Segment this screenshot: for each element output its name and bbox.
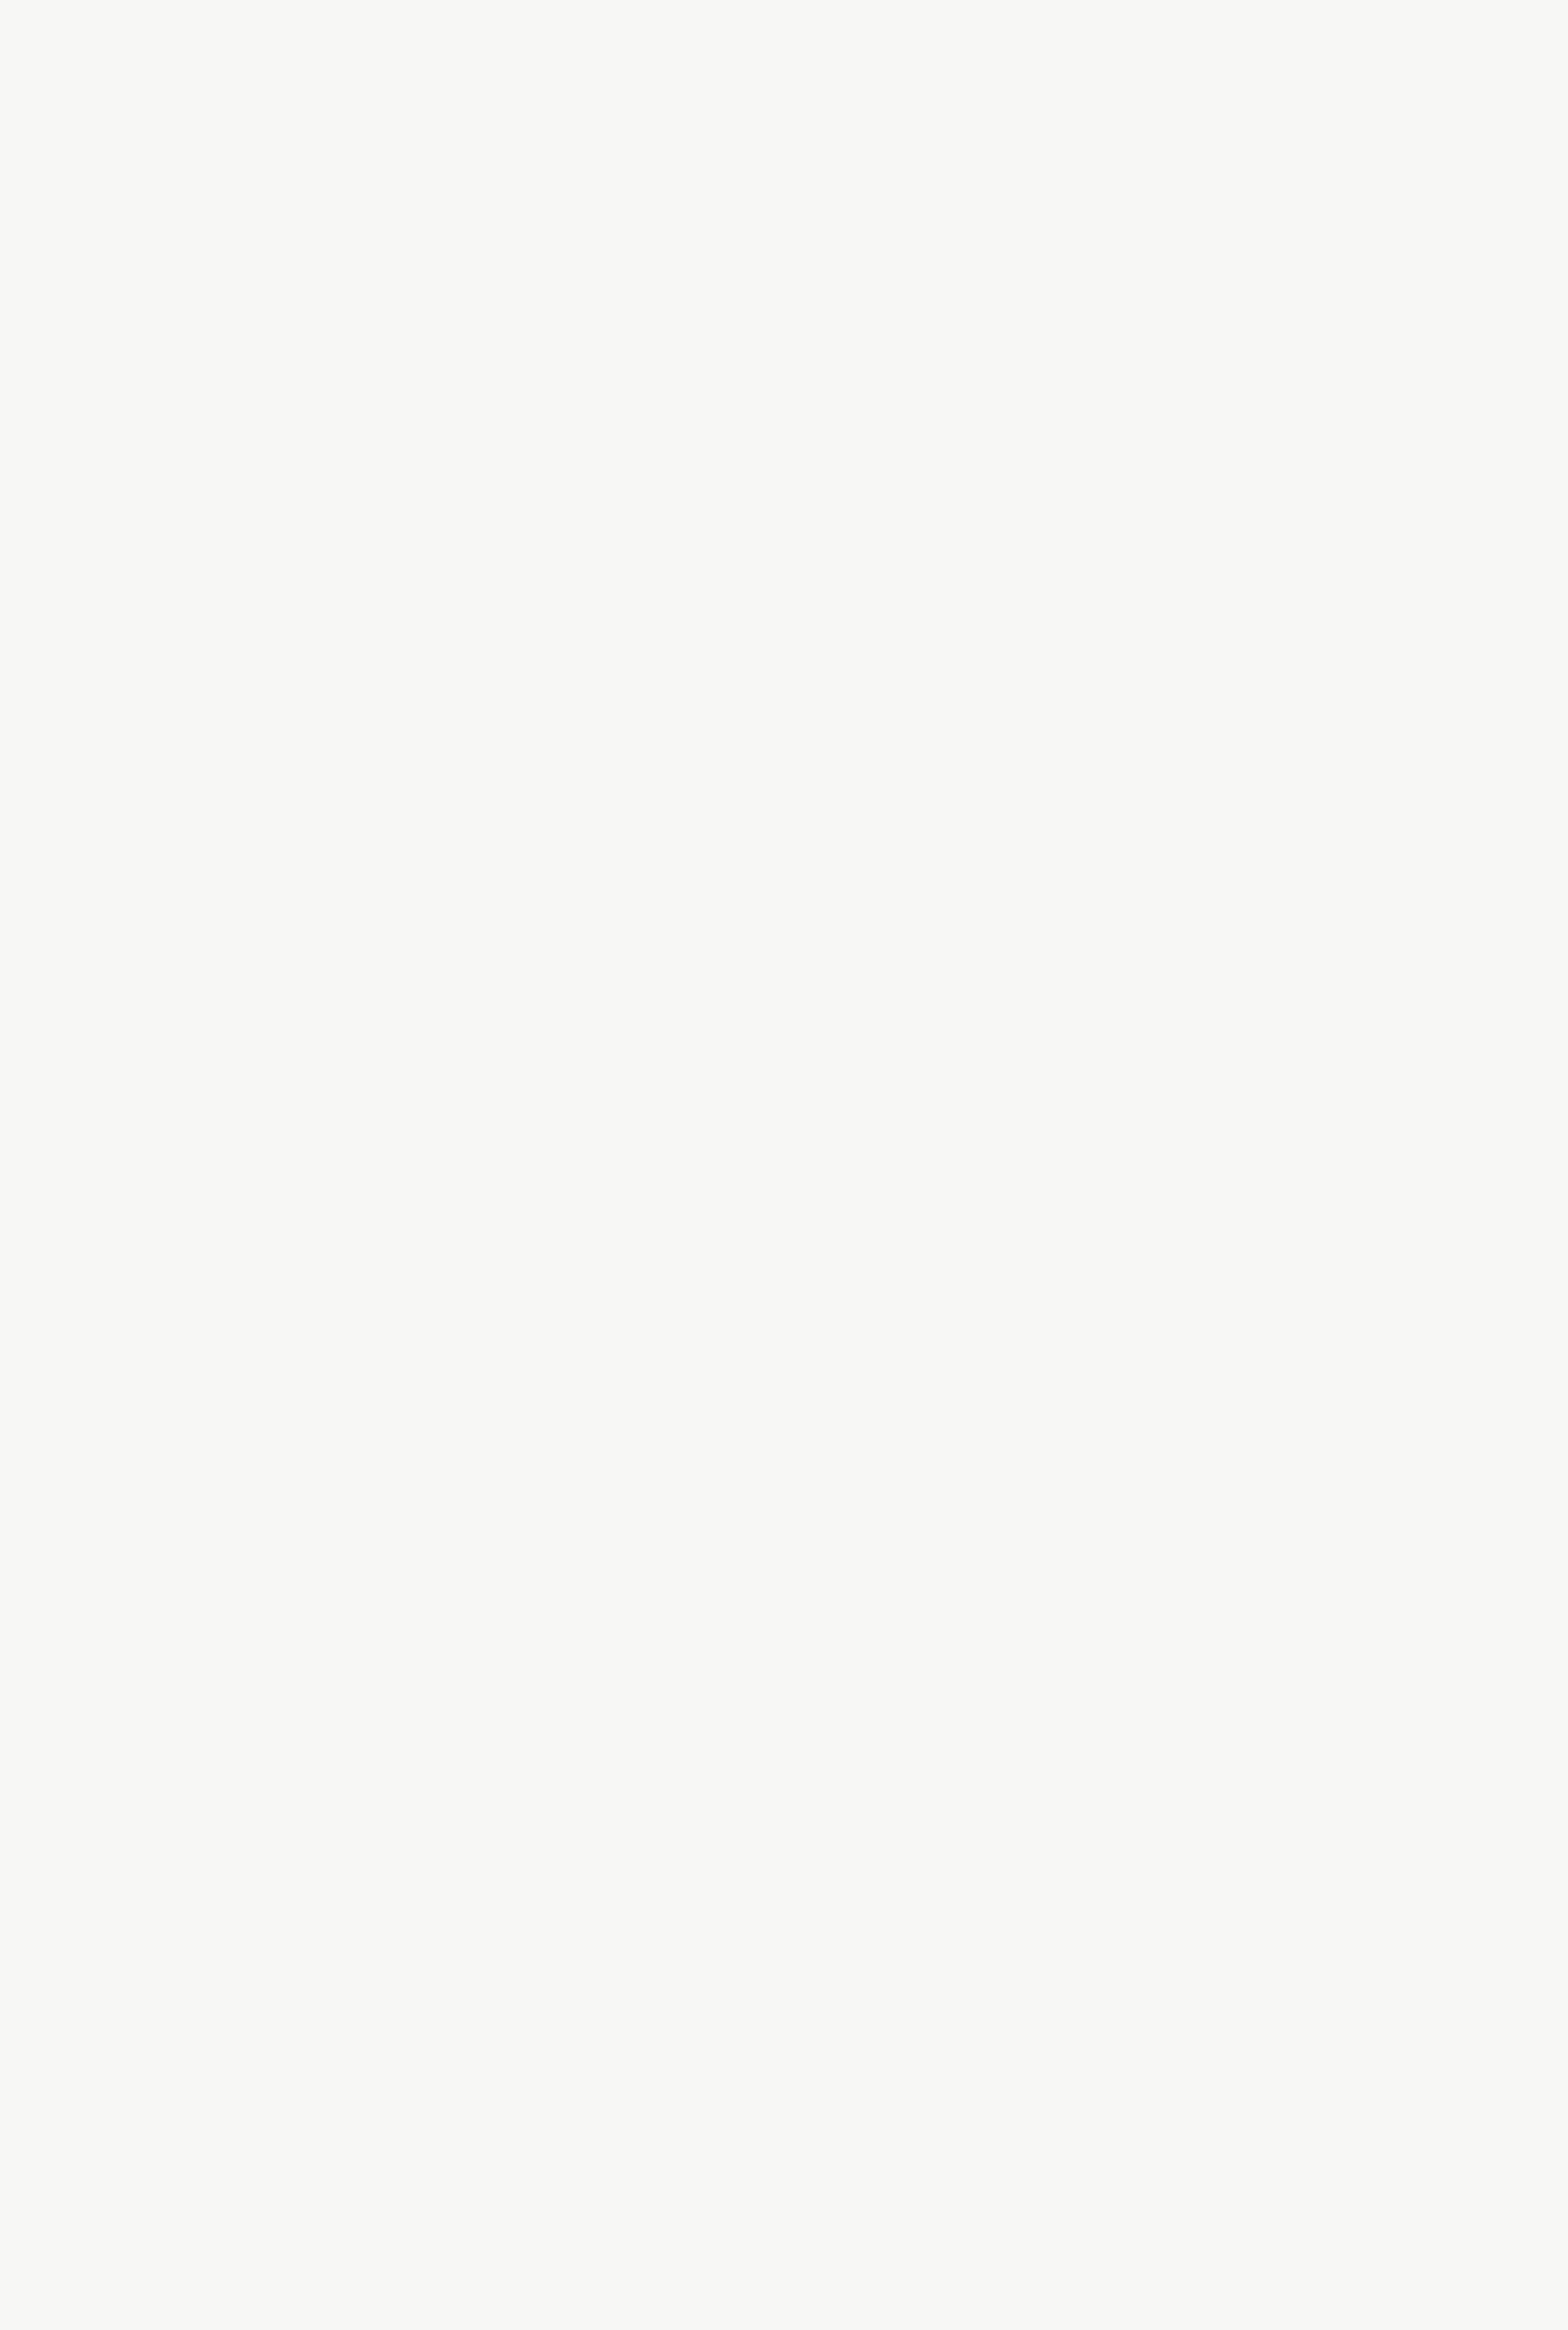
answer-row: [72, 2088, 139, 2140]
answer-row: [72, 2036, 139, 2088]
answer-key: [72, 2036, 139, 2140]
